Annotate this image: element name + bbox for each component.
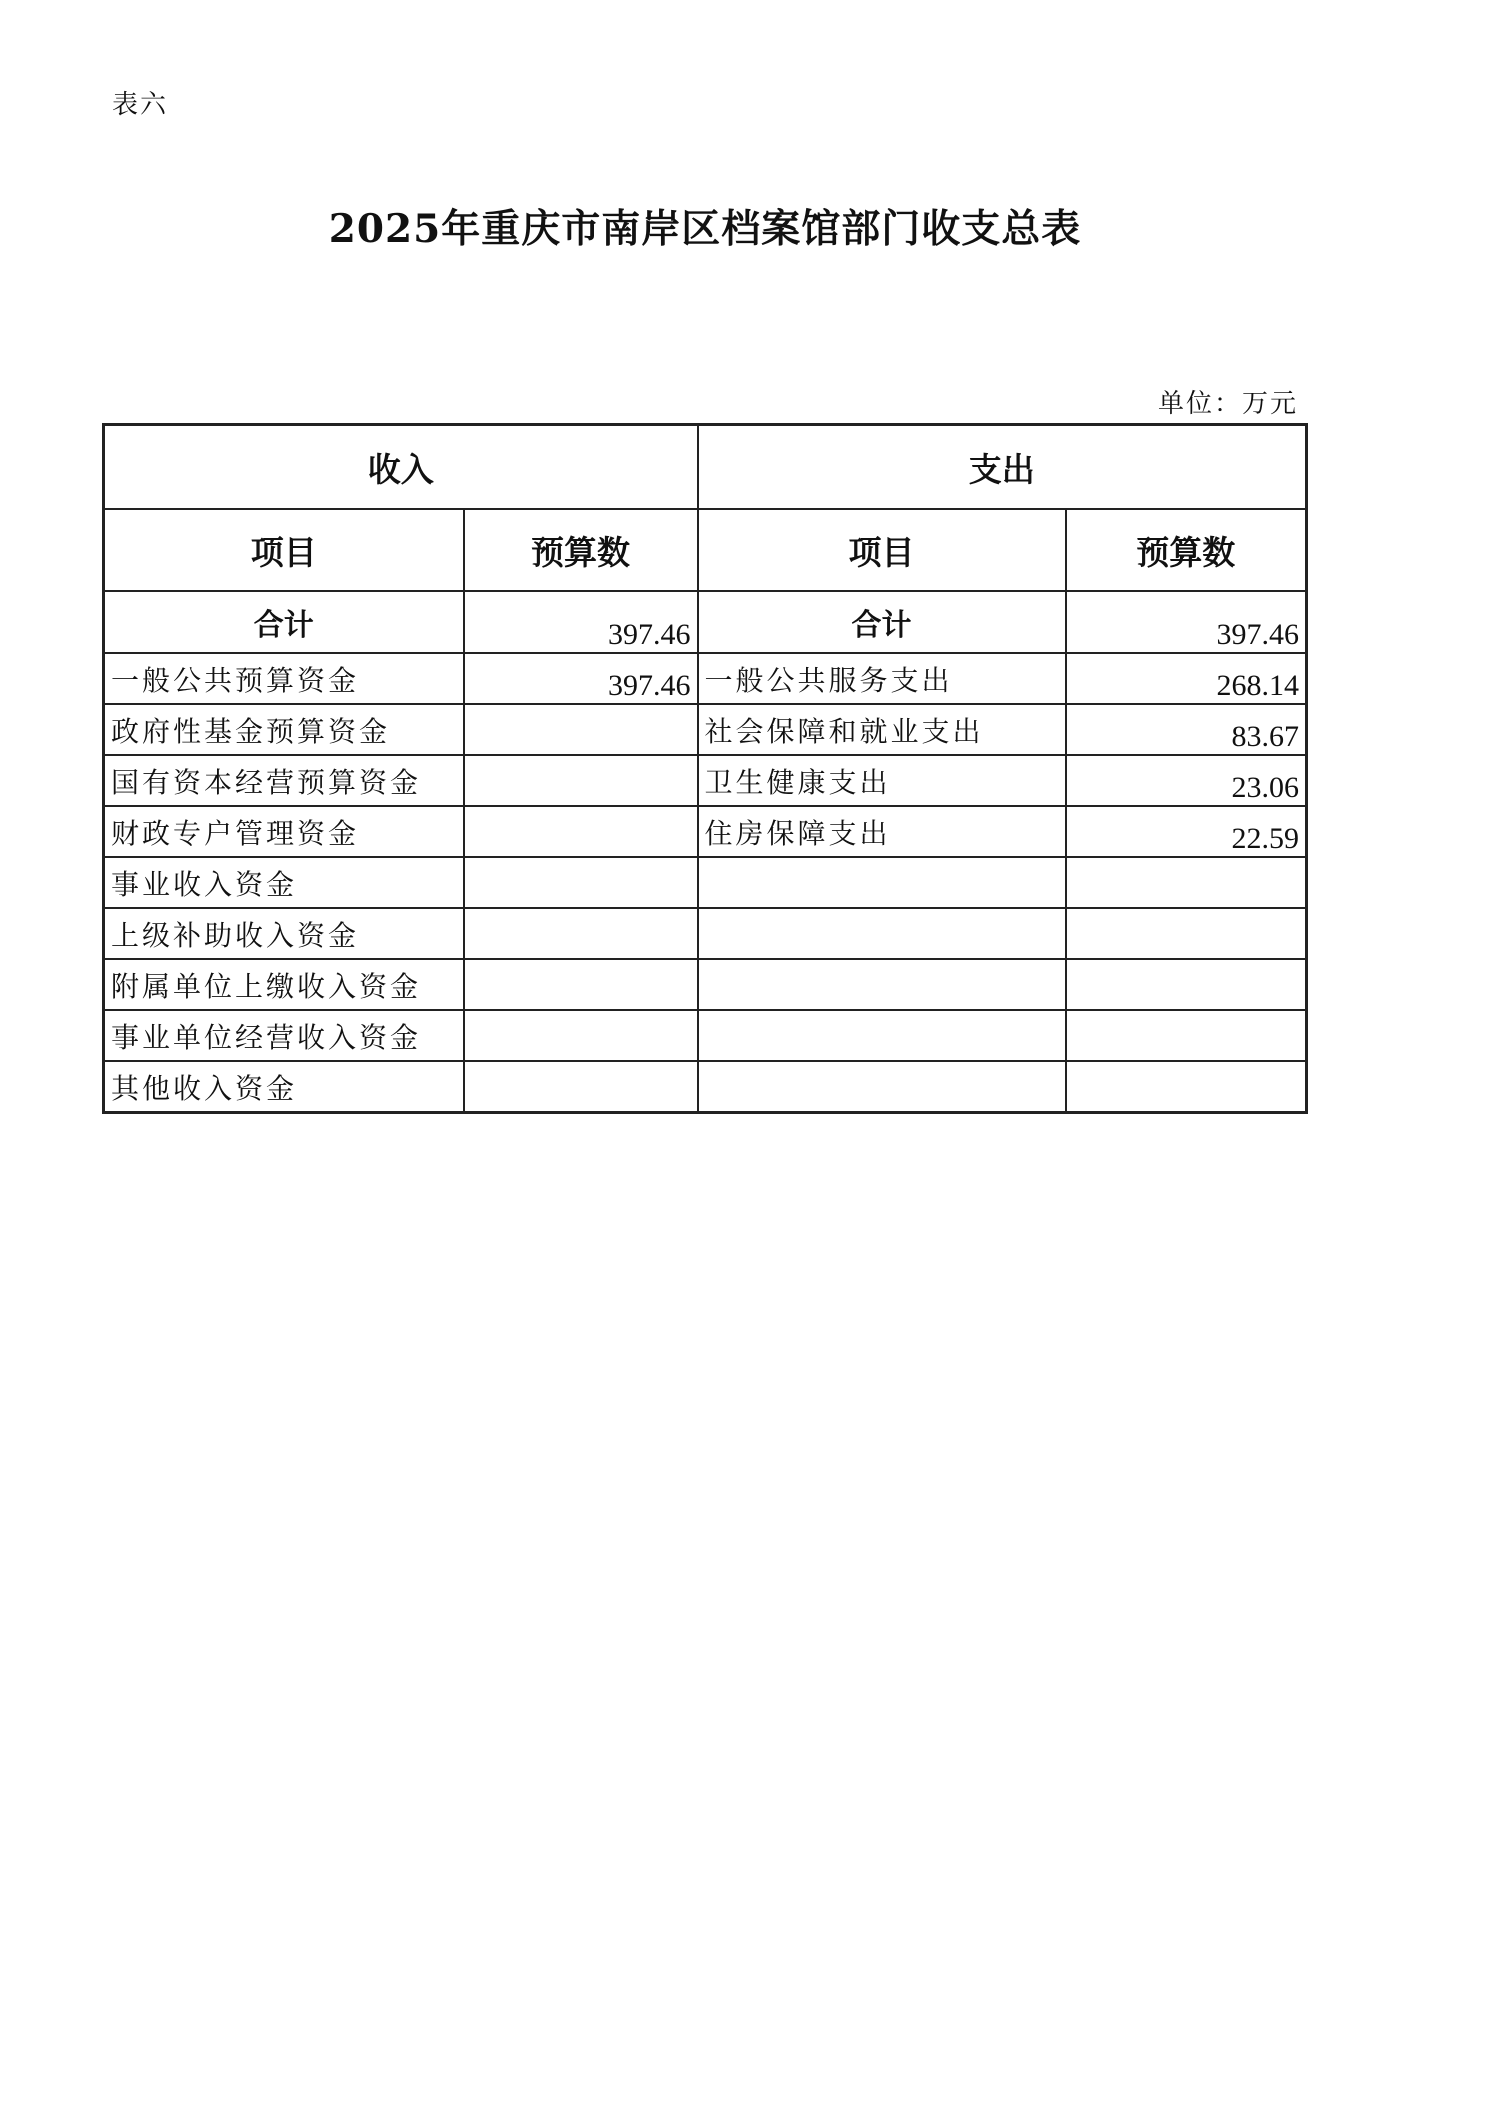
section-header-row	[104, 425, 1307, 510]
total-row	[104, 591, 1307, 653]
expense-item-cell	[698, 857, 1066, 908]
income-value-cell	[464, 857, 698, 908]
expense-budget-column-header: 预算数	[1066, 509, 1307, 591]
table-row	[104, 653, 1307, 704]
income-total-label: 合计	[104, 591, 464, 653]
expense-value-cell	[1066, 1061, 1307, 1113]
income-item-cell: 其他收入资金	[104, 1061, 464, 1113]
table-row	[104, 857, 1307, 908]
income-item-cell: 事业收入资金	[104, 857, 464, 908]
table-row	[104, 1010, 1307, 1061]
income-value-cell	[464, 1061, 698, 1113]
income-item-cell: 上级补助收入资金	[104, 908, 464, 959]
expense-item-cell: 住房保障支出	[698, 806, 1066, 857]
budget-summary-table	[102, 423, 1308, 1114]
income-budget-column-header: 预算数	[464, 509, 698, 591]
expense-header: 支出	[698, 425, 1307, 510]
income-value-cell: 397.46	[464, 653, 698, 704]
expense-item-cell	[698, 1061, 1066, 1113]
document-title: 2025年重庆市南岸区档案馆部门收支总表	[328, 206, 1082, 252]
unit-label: 单位：万元	[1157, 389, 1298, 419]
income-value-cell	[464, 806, 698, 857]
table-row	[104, 755, 1307, 806]
income-header: 收入	[104, 425, 698, 510]
income-item-cell: 附属单位上缴收入资金	[104, 959, 464, 1010]
expense-item-cell	[698, 908, 1066, 959]
income-value-cell	[464, 908, 698, 959]
income-value-cell	[464, 755, 698, 806]
table-row	[104, 806, 1307, 857]
income-item-cell: 事业单位经营收入资金	[104, 1010, 464, 1061]
expense-item-column-header: 项目	[698, 509, 1066, 591]
expense-total-label: 合计	[698, 591, 1066, 653]
expense-item-cell: 一般公共服务支出	[698, 653, 1066, 704]
table-row	[104, 908, 1307, 959]
income-item-column-header: 项目	[104, 509, 464, 591]
document-label: 表六	[112, 90, 169, 120]
table-row	[104, 959, 1307, 1010]
income-value-cell	[464, 1010, 698, 1061]
expense-value-cell	[1066, 959, 1307, 1010]
expense-item-cell: 社会保障和就业支出	[698, 704, 1066, 755]
income-value-cell	[464, 704, 698, 755]
expense-value-cell: 23.06	[1066, 755, 1307, 806]
income-total-value: 397.46	[464, 591, 698, 653]
income-item-cell: 国有资本经营预算资金	[104, 755, 464, 806]
expense-value-cell: 268.14	[1066, 653, 1307, 704]
expense-value-cell	[1066, 908, 1307, 959]
expense-value-cell	[1066, 1010, 1307, 1061]
expense-total-value: 397.46	[1066, 591, 1307, 653]
table-row	[104, 1061, 1307, 1113]
income-value-cell	[464, 959, 698, 1010]
expense-value-cell: 22.59	[1066, 806, 1307, 857]
expense-item-cell	[698, 1010, 1066, 1061]
income-item-cell: 财政专户管理资金	[104, 806, 464, 857]
expense-value-cell: 83.67	[1066, 704, 1307, 755]
income-item-cell: 政府性基金预算资金	[104, 704, 464, 755]
expense-item-cell	[698, 959, 1066, 1010]
expense-item-cell: 卫生健康支出	[698, 755, 1066, 806]
income-item-cell: 一般公共预算资金	[104, 653, 464, 704]
column-header-row	[104, 509, 1307, 591]
expense-value-cell	[1066, 857, 1307, 908]
table-row	[104, 704, 1307, 755]
